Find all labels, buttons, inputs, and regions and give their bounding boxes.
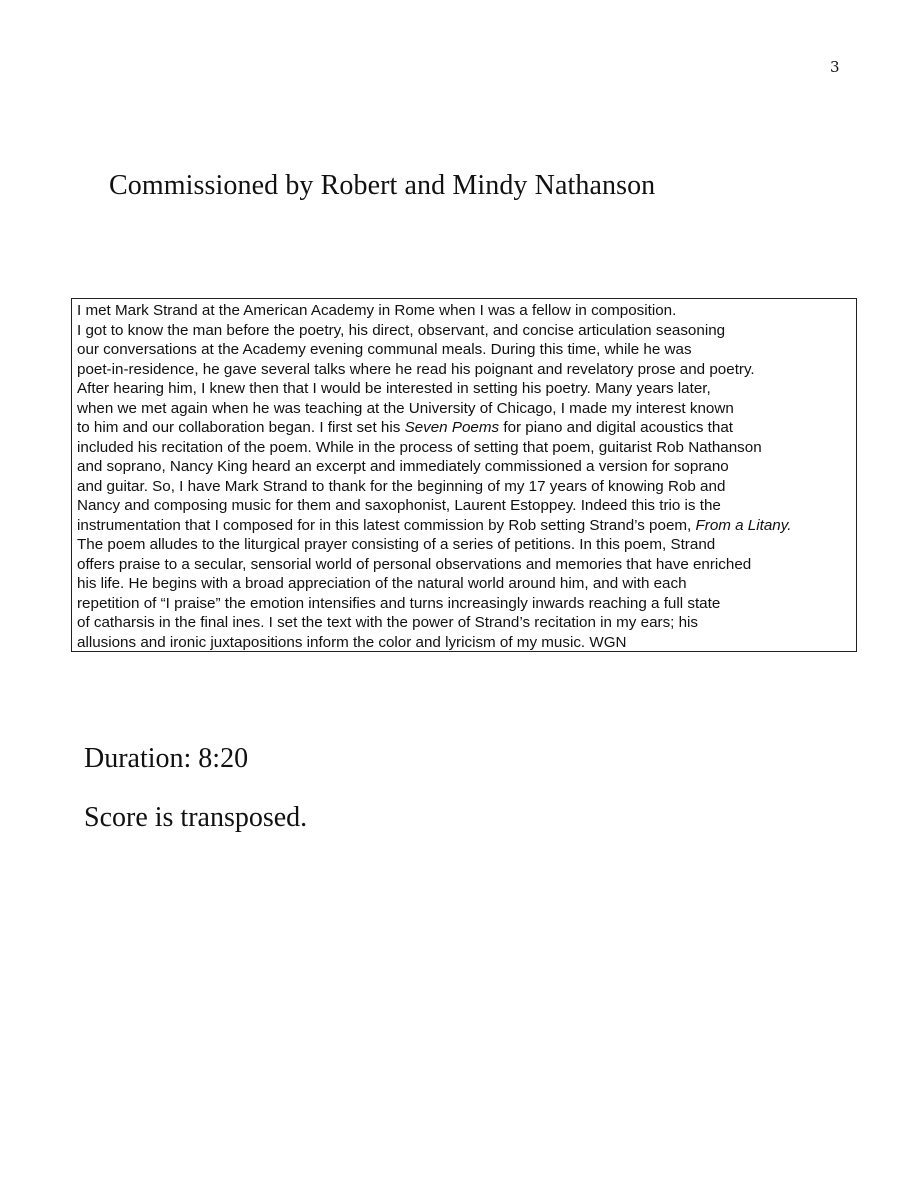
page-number: 3 — [830, 58, 840, 76]
program-note-line: I got to know the man before the poetry, his direct, observant, and concise articulation seasoning — [77, 321, 726, 339]
program-note-line: The poem alludes to the liturgical prayer consisting of a series of petitions. In this poem, Strand — [77, 536, 716, 553]
program-note-line: After hearing him, I knew then that I would be interested in setting his poetry. Many years later, — [77, 380, 711, 397]
program-note-line: offers praise to a secular, sensorial world of personal observations and memories that have enriched — [77, 555, 752, 573]
program-note-line: and guitar. So, I have Mark Strand to thank for the beginning of my 17 years of knowing Rob and — [77, 477, 726, 495]
duration: Duration: 8:20 — [84, 743, 249, 774]
program-note-line: our conversations at the Academy evening communal meals. During this time, while he was — [77, 341, 692, 358]
program-note-line: and soprano, Nancy King heard an excerpt and immediately commissioned a version for soprano — [77, 458, 729, 475]
program-note-line: allusions and ironic juxtapositions inform the color and lyricism of my music. WGN — [77, 633, 627, 651]
program-note-line: when we met again when he was teaching at the University of Chicago, I made my interest known — [77, 399, 734, 417]
program-note-box — [71, 298, 857, 652]
work-title-from-a-litany: From a Litany. — [695, 516, 792, 534]
program-note-line: of catharsis in the final ines. I set the text with the power of Strand’s recitation in my ears; his — [77, 614, 699, 631]
work-title-seven-poems: Seven Poems — [404, 419, 500, 436]
program-note-line: Nancy and composing music for them and saxophonist, Laurent Estoppey. Indeed this trio is the — [77, 497, 721, 514]
program-note-line: instrumentation that I composed for in this latest commission by Rob setting Strand’s poem, From a Litany. — [77, 516, 792, 534]
program-note-line: repetition of “I praise” the emotion intensifies and turns increasingly inwards reaching a full state — [77, 594, 721, 612]
commission-line: Commissioned by Robert and Mindy Nathanson — [109, 170, 656, 201]
program-note-line: to him and our collaboration began. I first set his Seven Poems for piano and digital acoustics that — [77, 419, 733, 436]
program-note-line: poet-in-residence, he gave several talks where he read his poignant and revelatory prose and poetry. — [77, 360, 755, 378]
program-note-line: I met Mark Strand at the American Academy in Rome when I was a fellow in composition. — [77, 302, 677, 319]
score-note: Score is transposed. — [84, 802, 308, 833]
program-note-line: his life. He begins with a broad appreciation of the natural world around him, and with each — [77, 575, 687, 592]
program-note-line: included his recitation of the poem. While in the process of setting that poem, guitarist Rob Nathanson — [77, 438, 762, 456]
